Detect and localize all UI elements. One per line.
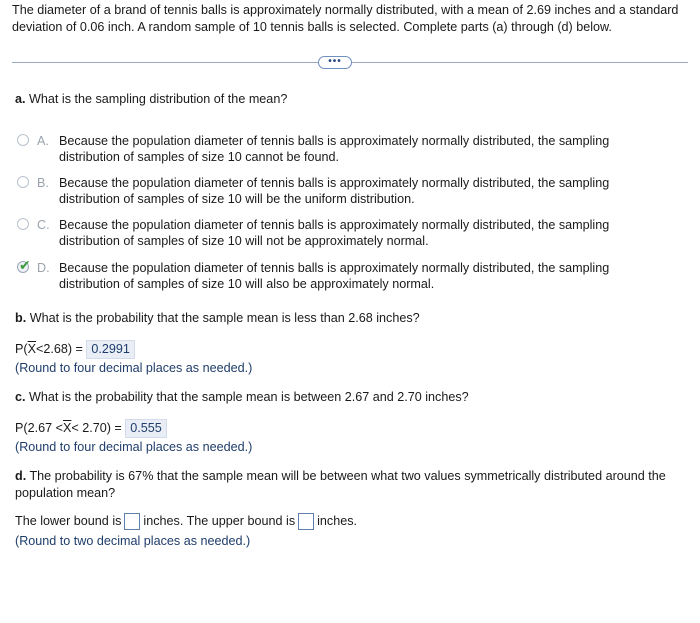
problem-intro: The diameter of a brand of tennis balls is approximately normally distributed, with a mean of 2.69 inches and a standard deviation of 0.06 inch. A random sample of 10 tennis balls is selected. Complete parts (a) through (d) below.	[12, 3, 679, 34]
part-c-note: (Round to four decimal places as needed.)	[15, 440, 253, 454]
part-c-question	[15, 390, 469, 404]
part-c-answer-field[interactable]: 0.555	[125, 419, 167, 438]
part-c-answer-line	[15, 419, 167, 438]
part-c-expr-suffix: < 2.70) =	[71, 421, 122, 435]
part-b-question-text: What is the probability that the sample mean is less than 2.68 inches?	[29, 311, 420, 325]
option-c-letter: C.	[37, 218, 50, 232]
more-options-button[interactable]: •••	[318, 56, 352, 69]
part-a-question-text: What is the sampling distribution of the mean?	[29, 92, 288, 106]
part-d-lower-text: The lower bound is	[15, 513, 122, 528]
checkmark-icon: ✔	[19, 257, 31, 273]
part-c-expr-prefix: P(2.67 <	[15, 421, 63, 435]
lower-bound-input[interactable]	[124, 513, 140, 530]
part-b-answer-field[interactable]: 0.2991	[86, 340, 135, 359]
part-b-note: (Round to four decimal places as needed.)	[15, 361, 253, 375]
radio-icon[interactable]	[17, 176, 29, 188]
part-d-label: d.	[15, 469, 27, 483]
sample-mean-symbol: $\overline{X}$	[27, 342, 36, 356]
part-d-middle-text: inches. The upper bound is	[143, 513, 296, 528]
part-d-question-text: The probability is 67% that the sample mean will be between what two values symmetrically distributed around the population mean?	[15, 469, 666, 500]
part-c-question-text: What is the probability that the sample mean is between 2.67 and 2.70 inches?	[29, 390, 469, 404]
option-c-text: Because the population diameter of tennis balls is approximately normally distributed, the sampling distribution of samples of size 10 will not be approximately normal.	[59, 218, 610, 248]
part-d-note: (Round to two decimal places as needed.)	[15, 534, 251, 548]
part-d-end-text: inches.	[317, 513, 358, 528]
part-b-question	[15, 311, 420, 325]
option-b-text: Because the population diameter of tennis balls is approximately normally distributed, the sampling distribution of samples of size 10 will be the uniform distribution.	[59, 176, 610, 206]
radio-icon[interactable]	[17, 218, 29, 230]
option-b-letter: B.	[37, 176, 49, 190]
part-d-question	[15, 468, 685, 502]
part-a-label: a.	[15, 92, 26, 106]
option-d-letter: D.	[37, 261, 50, 275]
part-a-question	[15, 92, 287, 106]
part-c-label: c.	[15, 390, 26, 404]
option-a-letter: A.	[37, 134, 49, 148]
part-b-answer-line	[15, 340, 135, 359]
option-a-text: Because the population diameter of tennis balls is approximately normally distributed, the sampling distribution of samples of size 10 cannot be found.	[59, 134, 610, 164]
radio-icon[interactable]	[17, 134, 29, 146]
option-d-text: Because the population diameter of tennis balls is approximately normally distributed, the sampling distribution of samples of size 10 will also be approximately normal.	[59, 261, 610, 291]
part-b-label: b.	[15, 311, 27, 325]
part-b-expr-prefix: P(	[15, 342, 28, 356]
part-d-answer-line	[15, 513, 357, 530]
upper-bound-input[interactable]	[298, 513, 314, 530]
sample-mean-symbol: $\overline{X}$	[62, 421, 72, 435]
part-b-expr-suffix: <2.68) =	[36, 342, 83, 356]
